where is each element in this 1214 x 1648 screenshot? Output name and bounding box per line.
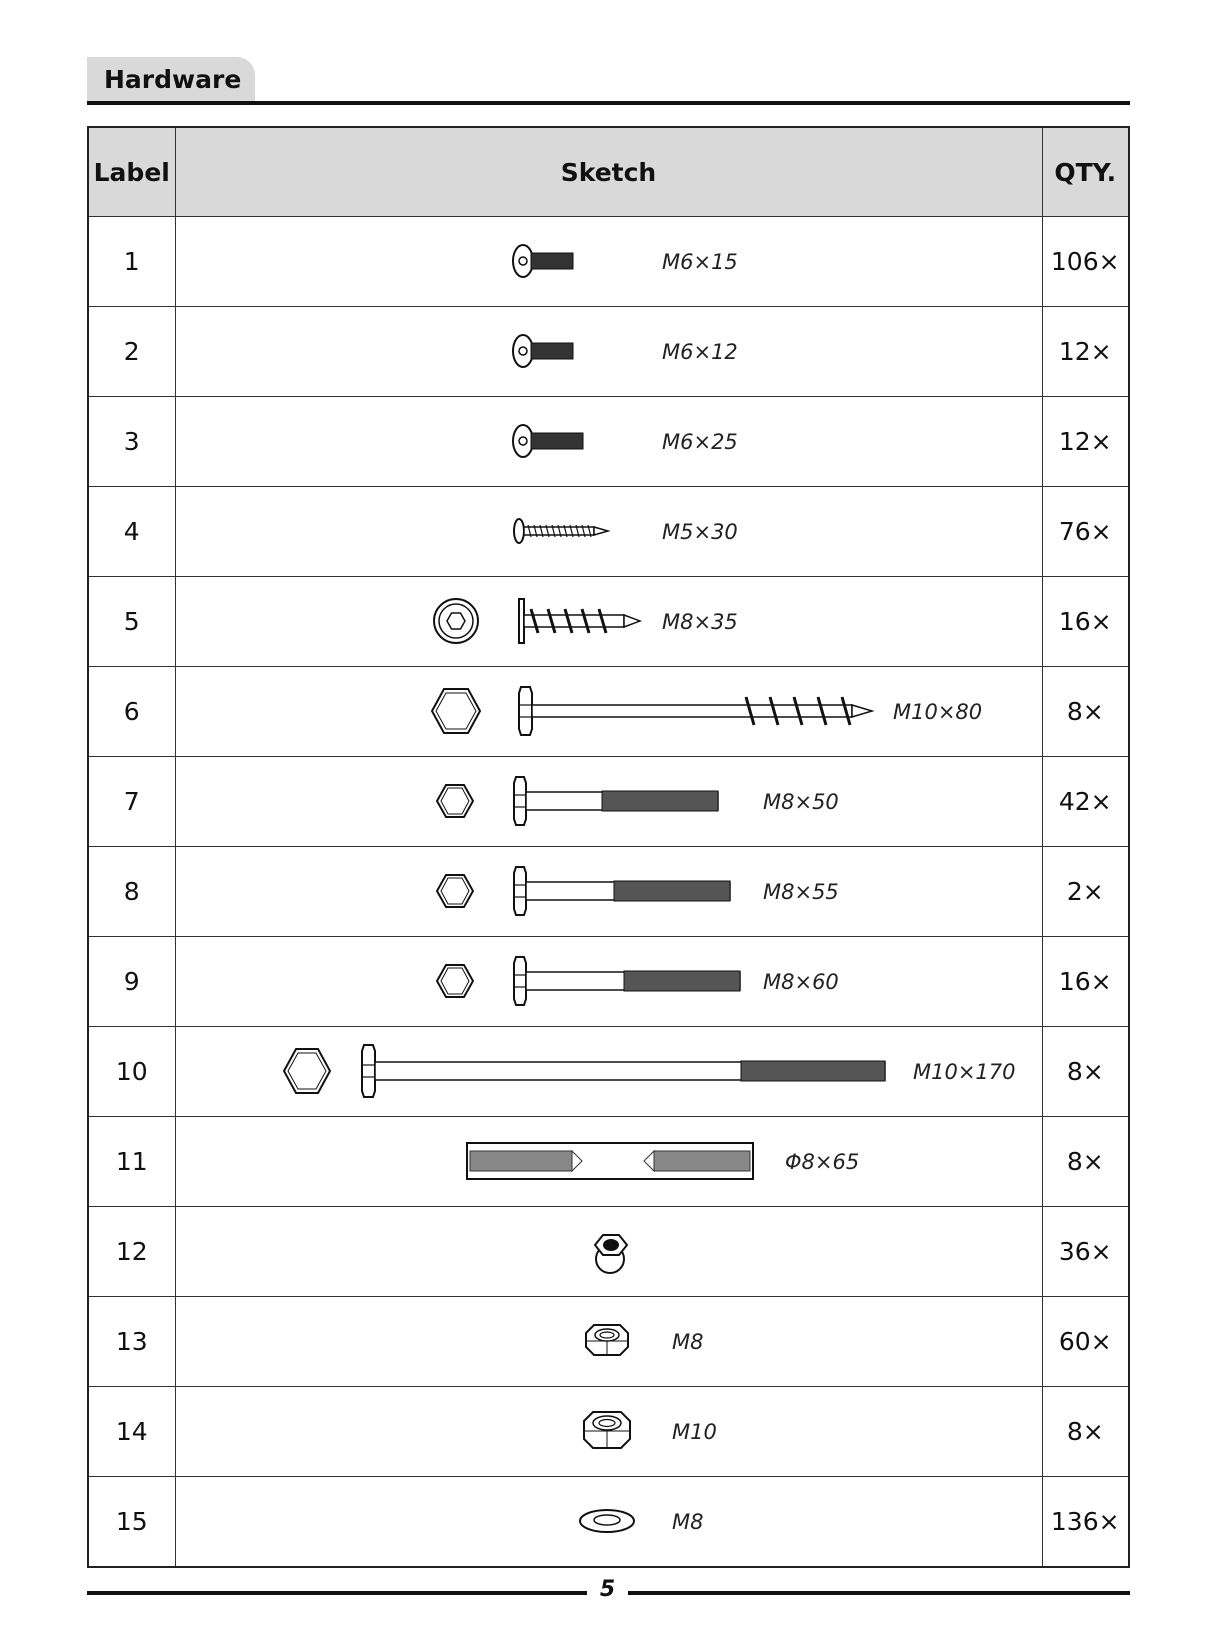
row-qty: 12×: [1042, 397, 1129, 487]
row-qty: 8×: [1042, 1027, 1129, 1117]
row-label: 13: [88, 1297, 175, 1387]
header-qty: QTY.: [1042, 127, 1129, 217]
row-sketch: [175, 1297, 1042, 1387]
table-row: [88, 847, 1129, 937]
table-row: [88, 667, 1129, 757]
row-qty: 106×: [1042, 217, 1129, 307]
row-label: 12: [88, 1207, 175, 1297]
row-label: 3: [88, 397, 175, 487]
dimension-label: M8×35: [661, 610, 738, 634]
row-qty: 76×: [1042, 487, 1129, 577]
header-label: Label: [88, 127, 175, 217]
row-label: 4: [88, 487, 175, 577]
table-row: [88, 1477, 1129, 1568]
dimension-label: M6×12: [661, 340, 738, 364]
table-row: [88, 397, 1129, 487]
row-qty: 8×: [1042, 1387, 1129, 1477]
row-label: 9: [88, 937, 175, 1027]
row-sketch: [175, 667, 1042, 757]
dimension-label: M8×55: [762, 880, 839, 904]
row-sketch: [175, 1207, 1042, 1297]
row-label: 8: [88, 847, 175, 937]
row-sketch: [175, 577, 1042, 667]
dimension-label: M10×170: [912, 1060, 1016, 1084]
dimension-label: M8×60: [762, 970, 839, 994]
table-row: [88, 307, 1129, 397]
table-header-row: [88, 127, 1129, 217]
row-label: 5: [88, 577, 175, 667]
dimension-label: M8: [671, 1510, 703, 1534]
table-row: [88, 937, 1129, 1027]
row-label: 14: [88, 1387, 175, 1477]
button-head-screw-icon: [176, 217, 1045, 306]
table-row: [88, 1297, 1129, 1387]
dimension-label: M8: [671, 1330, 703, 1354]
table-row: [88, 1117, 1129, 1207]
lag-screw-icon: [176, 577, 1045, 666]
hex-nut-icon: [176, 1297, 1045, 1386]
row-label: 11: [88, 1117, 175, 1207]
table-row: [88, 757, 1129, 847]
row-sketch: [175, 1477, 1042, 1568]
row-sketch: [175, 757, 1042, 847]
row-qty: 60×: [1042, 1297, 1129, 1387]
row-sketch: [175, 307, 1042, 397]
dimension-label: M8×50: [762, 790, 839, 814]
long-hex-bolt-icon: [176, 1027, 1045, 1116]
row-qty: 42×: [1042, 757, 1129, 847]
hex-nut-icon: [176, 1387, 1045, 1476]
table-row: [88, 1027, 1129, 1117]
table-row: [88, 1207, 1129, 1297]
row-sketch: [175, 487, 1042, 577]
dimension-label: Φ8×65: [784, 1150, 859, 1174]
button-head-screw-icon: [176, 307, 1045, 396]
hex-bolt-icon: [176, 757, 1045, 846]
footer-rule-left: [87, 1591, 587, 1595]
button-head-screw-icon: [176, 397, 1045, 486]
row-qty: 16×: [1042, 577, 1129, 667]
row-qty: 36×: [1042, 1207, 1129, 1297]
dimension-label: M10: [671, 1420, 717, 1444]
row-label: 1: [88, 217, 175, 307]
row-qty: 8×: [1042, 667, 1129, 757]
row-qty: 8×: [1042, 1117, 1129, 1207]
dimension-label: M10×80: [892, 700, 982, 724]
hex-lag-bolt-icon: [176, 667, 1045, 756]
row-label: 2: [88, 307, 175, 397]
table-row: [88, 217, 1129, 307]
table-row: [88, 577, 1129, 667]
row-label: 10: [88, 1027, 175, 1117]
hex-bolt-icon: [176, 937, 1045, 1026]
dimension-label: M5×30: [661, 520, 738, 544]
row-sketch: [175, 1027, 1042, 1117]
section-rule: [87, 101, 1130, 105]
row-label: 6: [88, 667, 175, 757]
row-qty: 12×: [1042, 307, 1129, 397]
footer-rule-right: [628, 1591, 1130, 1595]
table-row: [88, 487, 1129, 577]
dimension-label: M6×15: [661, 250, 738, 274]
wood-screw-icon: [176, 487, 1045, 576]
row-sketch: [175, 1387, 1042, 1477]
threaded-insert-icon: [176, 1117, 1045, 1206]
hex-bolt-icon: [176, 847, 1045, 936]
table-row: [88, 1387, 1129, 1477]
dimension-label: M6×25: [661, 430, 738, 454]
row-qty: 16×: [1042, 937, 1129, 1027]
row-sketch: [175, 217, 1042, 307]
row-sketch: [175, 937, 1042, 1027]
page-number: 5: [599, 1577, 616, 1602]
row-label: 7: [88, 757, 175, 847]
row-sketch: [175, 1117, 1042, 1207]
row-qty: 2×: [1042, 847, 1129, 937]
row-label: 15: [88, 1477, 175, 1568]
cap-nut-icon: [176, 1207, 1045, 1296]
row-sketch: [175, 847, 1042, 937]
row-qty: 136×: [1042, 1477, 1129, 1568]
hardware-table: [87, 126, 1130, 1568]
header-sketch: Sketch: [175, 127, 1042, 217]
row-sketch: [175, 397, 1042, 487]
section-title: Hardware: [87, 57, 255, 101]
flat-washer-icon: [176, 1477, 1045, 1566]
